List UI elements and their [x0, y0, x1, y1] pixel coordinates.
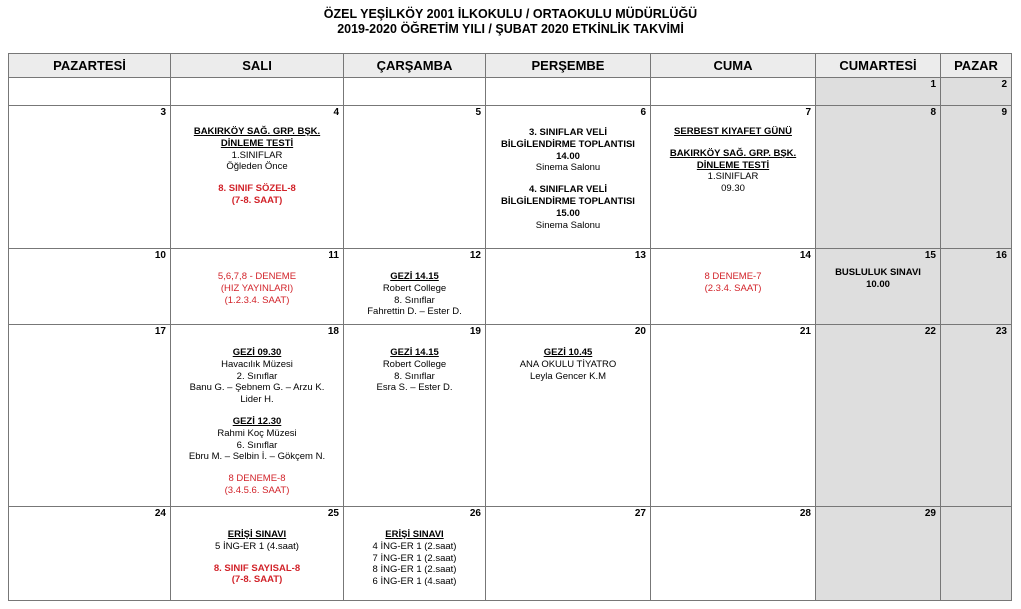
- exam-hours: (1.2.3.4. SAAT): [224, 294, 290, 306]
- event-title: GEZİ 10.45: [543, 347, 593, 358]
- day-cell: [486, 78, 651, 106]
- event-time: 15.00: [556, 207, 580, 219]
- document-subtitle: 2019-2020 ÖĞRETİM YILI / ŞUBAT 2020 ETKİNLİK TAKVİMİ: [337, 22, 684, 36]
- week-row: [9, 106, 1012, 249]
- event-block: [486, 118, 650, 231]
- day-number: [941, 507, 1011, 519]
- exam-label: 8 DENEME-8: [228, 473, 286, 485]
- day-cell: [651, 249, 816, 325]
- event-line: 8 İNG-ER 1 (2.saat): [372, 564, 457, 576]
- day-cell-weekend: [941, 78, 1012, 106]
- day-number: 8: [930, 107, 936, 118]
- event-place: Rahmi Koç Müzesi: [217, 427, 297, 439]
- day-header-wednesday: ÇARŞAMBA: [344, 54, 486, 78]
- day-number: 21: [799, 326, 811, 337]
- day-cell: [486, 106, 651, 249]
- event-block: [171, 337, 343, 497]
- exam-label: 5,6,7,8 - DENEME: [217, 271, 297, 282]
- event-staff: Leyla Gencer K.M: [529, 370, 607, 382]
- day-cell-weekend: [816, 78, 941, 106]
- day-cell: [344, 325, 486, 507]
- day-number: [344, 78, 485, 90]
- day-number: 25: [327, 508, 339, 519]
- exam-label: 8. SINIF SÖZEL-8: [218, 183, 296, 195]
- day-number: 5: [475, 107, 481, 118]
- day-header-monday: PAZARTESİ: [9, 54, 171, 78]
- day-number: 19: [469, 326, 481, 337]
- event-title: GEZİ 14.15: [390, 271, 439, 282]
- calendar-table: [8, 53, 1012, 601]
- event-line: 6 İNG-ER 1 (4.saat): [372, 576, 457, 588]
- day-number: 12: [469, 250, 481, 261]
- day-number: 20: [634, 326, 646, 337]
- day-cell: [9, 249, 171, 325]
- day-header-sunday: PAZAR: [941, 54, 1012, 78]
- event-title: BAKIRKÖY SAĞ. GRP. BŞK.: [669, 147, 797, 159]
- day-number: 29: [924, 508, 936, 519]
- day-cell: [9, 507, 171, 601]
- day-number: 17: [154, 326, 166, 337]
- day-cell: [486, 507, 651, 601]
- exam-hours: (7-8. SAAT): [231, 574, 283, 586]
- day-number: 1: [930, 79, 936, 90]
- day-number: 22: [924, 326, 936, 337]
- day-cell-weekend: [816, 507, 941, 601]
- day-cell: [344, 78, 486, 106]
- day-number: 27: [634, 508, 646, 519]
- day-number: 6: [640, 107, 646, 118]
- event-line: 6. Sınıflar: [236, 439, 278, 451]
- event-block: [171, 261, 343, 306]
- day-number: [486, 78, 650, 90]
- event-place: Robert College: [382, 282, 447, 294]
- event-place: Robert College: [382, 358, 447, 370]
- exam-label: 8 DENEME-7: [704, 271, 762, 282]
- event-line: 5 İNG-ER 1 (4.saat): [215, 540, 299, 552]
- day-header-thursday: PERŞEMBE: [486, 54, 651, 78]
- event-title: SERBEST KIYAFET GÜNÜ: [674, 126, 792, 137]
- event-title: BİLGİLENDİRME TOPLANTISI: [501, 138, 635, 150]
- day-cell: [344, 249, 486, 325]
- event-block: [344, 261, 485, 318]
- week-row: [9, 507, 1012, 601]
- event-title: BUSLULUK SINAVI: [835, 267, 921, 278]
- event-line: Öğleden Önce: [226, 161, 288, 173]
- day-cell: [171, 106, 344, 249]
- day-cell: [344, 106, 486, 249]
- event-line: 4 İNG-ER 1 (2.saat): [372, 540, 457, 552]
- day-cell: [486, 249, 651, 325]
- day-number: 23: [995, 326, 1007, 337]
- event-line: 8. Sınıflar: [394, 294, 435, 306]
- event-title: GEZİ 09.30: [232, 347, 282, 358]
- day-cell: [651, 106, 816, 249]
- event-place: Sinema Salonu: [535, 219, 601, 231]
- event-staff: Fahrettin D. – Ester D.: [367, 306, 462, 318]
- day-cell: [486, 325, 651, 507]
- event-line: 1.SINIFLAR: [231, 149, 283, 161]
- day-cell: [171, 249, 344, 325]
- day-cell: [171, 507, 344, 601]
- event-title: GEZİ 12.30: [232, 415, 282, 427]
- week-row: [9, 325, 1012, 507]
- event-block: [344, 337, 485, 394]
- event-title: 3. SINIFLAR VELİ: [528, 127, 608, 138]
- day-number: 18: [327, 326, 339, 337]
- event-line: 1.SINIFLAR: [707, 171, 759, 183]
- day-cell: [9, 106, 171, 249]
- day-number: 9: [1001, 107, 1007, 118]
- event-block: [816, 261, 940, 291]
- exam-hours: (7-8. SAAT): [231, 194, 283, 206]
- day-cell-weekend: [816, 106, 941, 249]
- event-line: 7 İNG-ER 1 (2.saat): [372, 552, 457, 564]
- event-block: [171, 519, 343, 586]
- event-title: DİNLEME TESTİ: [220, 137, 294, 149]
- event-staff: Esra S. – Ester D.: [376, 382, 453, 394]
- event-line: 8. Sınıflar: [394, 370, 435, 382]
- day-cell: [651, 325, 816, 507]
- event-line: 2. Sınıflar: [236, 370, 278, 382]
- day-number: 3: [160, 107, 166, 118]
- event-title: 4. SINIFLAR VELİ: [528, 184, 608, 196]
- event-time: 10.00: [866, 278, 890, 290]
- event-staff: Banu G. – Şebnem G. – Arzu K.: [189, 382, 325, 394]
- week-row: [9, 78, 1012, 106]
- exam-hours: (2.3.4. SAAT): [704, 282, 762, 294]
- day-number: 28: [799, 508, 811, 519]
- day-cell: [651, 78, 816, 106]
- day-cell-weekend: [941, 325, 1012, 507]
- day-number: [9, 78, 170, 90]
- exam-label: 8. SINIF SAYISAL-8: [213, 562, 301, 574]
- week-row: [9, 249, 1012, 325]
- day-number: 15: [924, 250, 936, 261]
- event-title: BİLGİLENDİRME TOPLANTISI: [501, 195, 635, 207]
- day-cell-weekend: [941, 106, 1012, 249]
- day-cell: [171, 325, 344, 507]
- event-staff: Ebru M. – Selbin İ. – Gökçem N.: [188, 451, 326, 463]
- event-title: ERİŞİ SINAVI: [227, 529, 287, 540]
- event-time: 09.30: [721, 183, 745, 195]
- event-title: DİNLEME TESTİ: [696, 159, 770, 171]
- event-place: Havacılık Müzesi: [221, 358, 293, 370]
- day-header-tuesday: SALI: [171, 54, 344, 78]
- day-cell-weekend: [941, 507, 1012, 601]
- day-header-saturday: CUMARTESİ: [816, 54, 941, 78]
- exam-publisher: (HIZ YAYINLARI): [220, 282, 294, 294]
- day-number: 7: [805, 107, 811, 118]
- day-number: 14: [799, 250, 811, 261]
- day-cell: [651, 507, 816, 601]
- day-number: 13: [634, 250, 646, 261]
- day-number: 4: [333, 107, 339, 118]
- event-block: [651, 261, 815, 295]
- day-cell-weekend: [816, 325, 941, 507]
- event-block: [651, 118, 815, 195]
- day-header-friday: CUMA: [651, 54, 816, 78]
- day-number: [171, 78, 343, 90]
- day-cell-weekend: [941, 249, 1012, 325]
- day-cell: [9, 325, 171, 507]
- event-place: Sinema Salonu: [535, 162, 601, 174]
- event-place: ANA OKULU TİYATRO: [519, 358, 617, 370]
- day-number: 26: [469, 508, 481, 519]
- day-number: [651, 78, 815, 90]
- document-title: ÖZEL YEŞİLKÖY 2001 İLKOKULU / ORTAOKULU MÜDÜRLÜĞÜ: [323, 7, 698, 21]
- event-block: [344, 519, 485, 588]
- exam-hours: (3.4.5.6. SAAT): [224, 484, 290, 496]
- day-cell: [171, 78, 344, 106]
- event-time: 14.00: [556, 150, 580, 162]
- day-number: 16: [995, 250, 1007, 261]
- weekday-header-row: [9, 54, 1012, 78]
- event-title: BAKIRKÖY SAĞ. GRP. BŞK.: [193, 126, 321, 137]
- day-number: 10: [154, 250, 166, 261]
- day-number: 2: [1001, 79, 1007, 90]
- day-number: 24: [154, 508, 166, 519]
- event-title: GEZİ 14.15: [390, 347, 439, 358]
- day-number: 11: [328, 250, 339, 261]
- event-staff: Lider H.: [240, 394, 274, 406]
- event-block: [486, 337, 650, 382]
- event-title: ERİŞİ SINAVI: [385, 529, 444, 540]
- event-block: [171, 118, 343, 207]
- day-cell: [9, 78, 171, 106]
- day-cell: [344, 507, 486, 601]
- day-cell-weekend: [816, 249, 941, 325]
